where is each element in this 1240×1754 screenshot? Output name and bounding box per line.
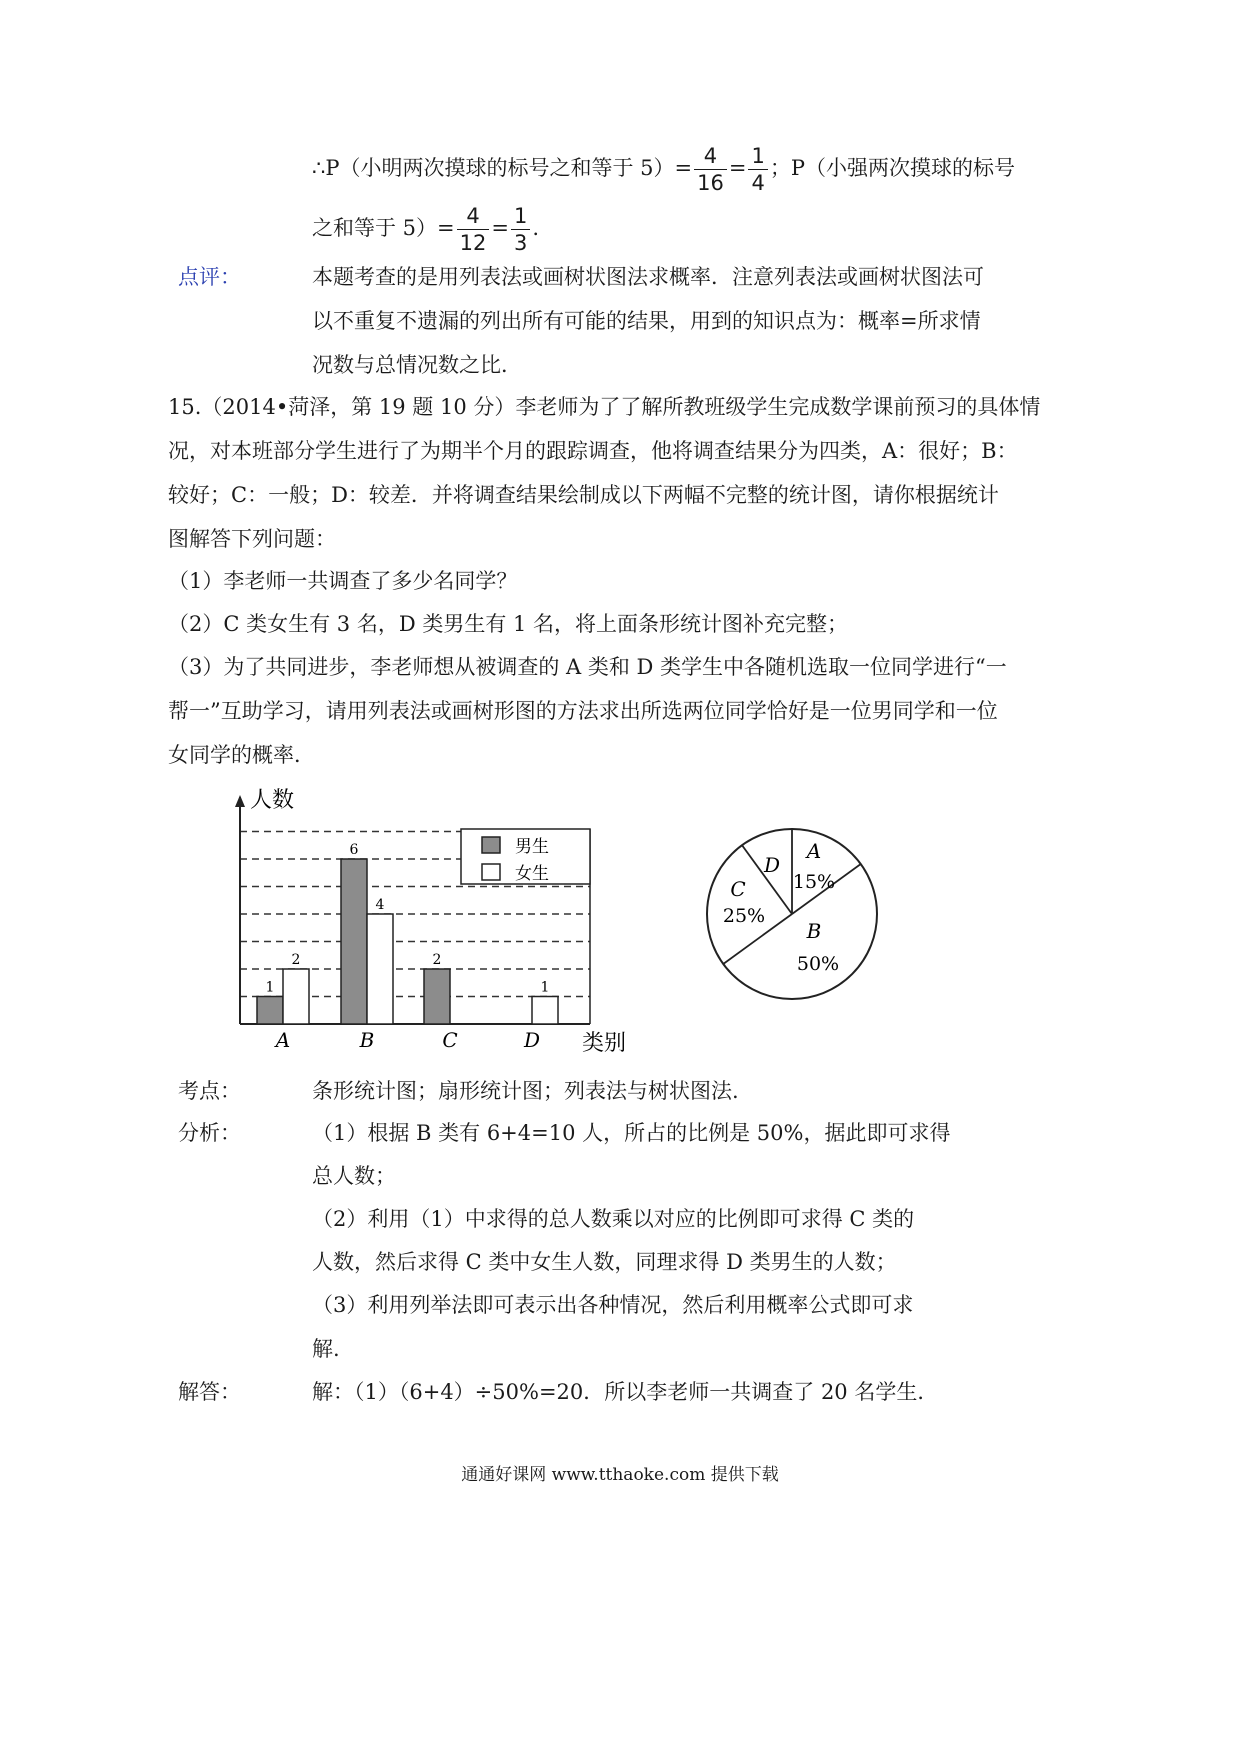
pie-percent-A: 15% <box>792 871 836 893</box>
comment-line: 况数与总情况数之比． <box>312 353 522 377</box>
fenxi-line: 总人数； <box>312 1164 396 1188</box>
data-label: 2 <box>291 952 301 968</box>
bar-A-female <box>283 969 309 1024</box>
pie-chart <box>700 800 890 1010</box>
data-label: 6 <box>349 842 359 858</box>
question-2: （2）C 类女生有 3 名，D 类男生有 1 名，将上面条形统计图补充完整； <box>168 612 849 636</box>
legend-label: 女生 <box>515 864 549 884</box>
legend-swatch <box>482 837 500 853</box>
comment-line: 本题考查的是用列表法或画树状图法求概率．注意列表法或画树状图法可 <box>312 265 984 289</box>
fenxi-line: 解. <box>312 1337 340 1361</box>
question-3-line: 女同学的概率． <box>168 743 315 767</box>
solution-line-1: ∴P（小明两次摸球的标号之和等于 5）= $\frac{4}{16}$ = $\frac{1}{4}$ ；P（小强两次摸球的标号 <box>312 144 1015 195</box>
x-tick-label: A <box>275 1028 291 1052</box>
question-3-line: （3）为了共同进步，李老师想从被调查的 A 类和 D 类学生中各随机选取一位同学进行“一 <box>168 655 1007 679</box>
jieda-text: 解：（1）（6+4）÷50%=20．所以李老师一共调查了 20 名学生． <box>312 1380 939 1404</box>
x-axis-label: 类别 <box>582 1031 627 1056</box>
y-axis-label: 人数 <box>250 788 295 813</box>
fraction: $\frac{1}{3}$ <box>511 203 530 256</box>
pie-label-B: B <box>806 919 822 943</box>
fenxi-line: 人数，然后求得 C 类中女生人数，同理求得 D 类男生的人数； <box>312 1250 897 1274</box>
problem-line: 15.（2014•菏泽，第 19 题 10 分）李老师为了了解所教班级学生完成数学课前预习的具体情 <box>168 395 1041 419</box>
bar-B-male <box>341 859 367 1024</box>
fraction: $\frac{4}{16}$ <box>694 143 727 196</box>
fenxi-line: （3）利用列举法即可表示出各种情况，然后利用概率公式即可求 <box>312 1293 914 1317</box>
bar-A-male <box>257 997 283 1025</box>
pie-label-A: A <box>806 839 822 863</box>
bar-C-male <box>424 969 450 1024</box>
comment-label: 点评： <box>178 265 241 289</box>
fraction: $\frac{1}{4}$ <box>748 143 767 196</box>
fenxi-line: （2）利用（1）中求得的总人数乘以对应的比例即可求得 C 类的 <box>312 1207 915 1231</box>
problem-line: 较好；C：一般；D：较差．并将调查结果绘制成以下两幅不完整的统计图，请你根据统计 <box>168 483 999 507</box>
x-tick-label: C <box>442 1028 458 1052</box>
solution-line-2: 之和等于 5）= $\frac{4}{12}$ = $\frac{1}{3}$ . <box>312 204 540 255</box>
problem-line: 图解答下列问题： <box>168 527 336 551</box>
data-label: 2 <box>432 952 442 968</box>
bar-B-female <box>367 914 393 1024</box>
legend-swatch <box>482 864 500 880</box>
data-label: 1 <box>265 979 275 996</box>
kaodian-label: 考点： <box>178 1079 241 1103</box>
kaodian-text: 条形统计图；扇形统计图；列表法与树状图法. <box>312 1079 739 1103</box>
comment-line: 以不重复不遗漏的列出所有可能的结果，用到的知识点为：概率=所求情 <box>312 309 981 333</box>
question-1: （1）李老师一共调查了多少名同学？ <box>168 569 518 593</box>
pie-percent-C: 25% <box>722 905 766 927</box>
y-axis-arrow <box>235 795 245 807</box>
bar-D-female <box>532 997 558 1025</box>
problem-line: 况，对本班部分学生进行了为期半个月的跟踪调查，他将调查结果分为四类，A：很好；B： <box>168 439 1018 463</box>
pie-label-D: D <box>763 853 781 877</box>
data-label: 4 <box>375 897 385 913</box>
x-tick-label: B <box>359 1028 375 1052</box>
bar-chart <box>225 785 645 1060</box>
legend-label: 男生 <box>515 837 549 857</box>
pie-label-C: C <box>730 877 746 901</box>
pie-percent-B: 50% <box>796 953 840 975</box>
x-tick-label: D <box>523 1028 541 1052</box>
fenxi-line: （1）根据 B 类有 6+4=10 人，所占的比例是 50%，据此即可求得 <box>312 1121 951 1145</box>
question-3-line: 帮一”互助学习，请用列表法或画树形图的方法求出所选两位同学恰好是一位男同学和一位 <box>168 699 998 723</box>
data-label: 1 <box>540 979 550 996</box>
legend <box>461 829 590 884</box>
jieda-label: 解答： <box>178 1380 241 1404</box>
fraction: $\frac{4}{12}$ <box>457 203 490 256</box>
page-footer: 通通好课网 www.tthaoke.com 提供下载 <box>461 1465 779 1485</box>
fenxi-label: 分析： <box>178 1121 241 1145</box>
